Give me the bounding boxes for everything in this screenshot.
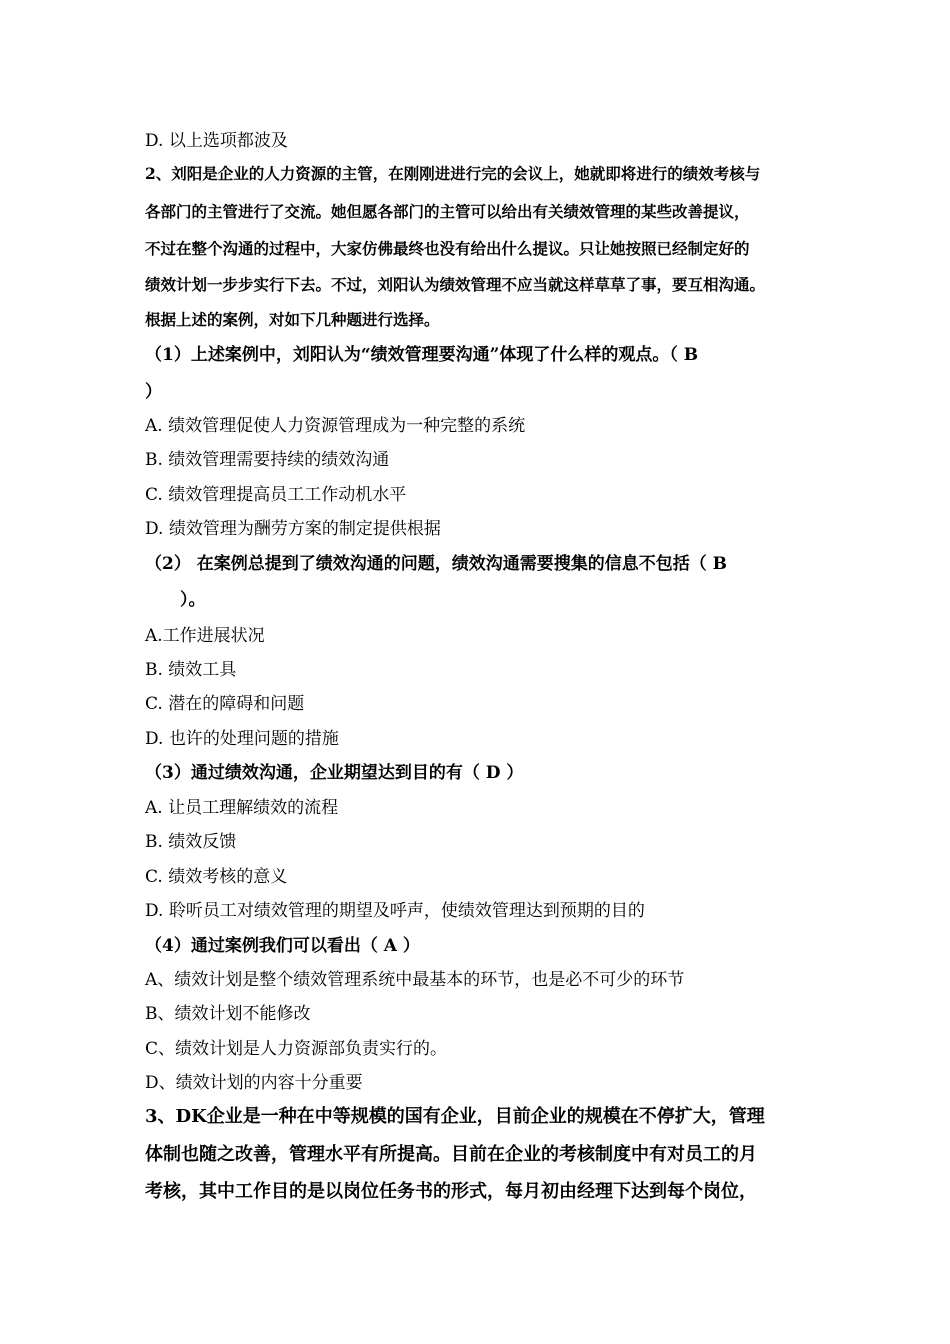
case2-paragraph-line: 绩效计划一步步实行下去。不过，刘阳认为绩效管理不应当就这样草草了事，要互相沟通。 xyxy=(145,275,766,294)
question-4-option-b: B、绩效计划不能修改 xyxy=(145,1004,311,1024)
case2-paragraph-line: 根据上述的案例，对如下几种题进行选择。 xyxy=(145,310,440,329)
question-3-option-d: D. 聆听员工对绩效管理的期望及呼声，使绩效管理达到预期的目的 xyxy=(145,901,645,921)
question-2-option-a: A.工作进展状况 xyxy=(145,626,265,646)
question-2-close: ）。 xyxy=(180,590,206,610)
question-4-option-a: A、绩效计划是整个绩效管理系统中最基本的环节，也是必不可少的环节 xyxy=(145,970,685,990)
case3-paragraph-line: 3、DK企业是一种在中等规模的国有企业，目前企业的规模在不停扩大，管理 xyxy=(145,1106,765,1127)
question-1-option-d: D. 绩效管理为酬劳方案的制定提供根据 xyxy=(145,519,441,539)
question-2-option-b: B. 绩效工具 xyxy=(145,660,237,680)
question-1-close: ） xyxy=(145,382,162,402)
case2-paragraph-line: 各部门的主管进行了交流。她但愿各部门的主管可以给出有关绩效管理的某些改善提议， xyxy=(145,202,750,221)
case2-paragraph-line: 2、刘阳是企业的人力资源的主管，在刚刚进进行完的会议上，她就即将进行的绩效考核与 xyxy=(145,164,761,183)
question-3-option-b: B. 绩效反馈 xyxy=(145,832,237,852)
question-2-option-d: D. 也许的处理问题的措施 xyxy=(145,729,339,749)
question-3-option-a: A. 让员工理解绩效的流程 xyxy=(145,798,339,818)
question-1-option-b: B. 绩效管理需要持续的绩效沟通 xyxy=(145,450,390,470)
question-3: （3）通过绩效沟通，企业期望达到目的有（ D ） xyxy=(145,763,524,783)
question-2: （2） 在案例总提到了绩效沟通的问题，绩效沟通需要搜集的信息不包括（ B xyxy=(145,554,728,574)
question-4-option-c: C、绩效计划是人力资源部负责实行的。 xyxy=(145,1039,448,1059)
question-1-option-a: A. 绩效管理促使人力资源管理成为一种完整的系统 xyxy=(145,416,526,436)
case3-paragraph-line: 体制也随之改善，管理水平有所提高。目前在企业的考核制度中有对员工的月 xyxy=(145,1144,757,1165)
question-1-option-c: C. 绩效管理提高员工工作动机水平 xyxy=(145,485,407,505)
question-3-option-c: C. 绩效考核的意义 xyxy=(145,867,288,887)
case3-paragraph-line: 考核，其中工作目的是以岗位任务书的形式，每月初由经理下达到每个岗位， xyxy=(145,1181,757,1202)
option-d-previous: D. 以上选项都波及 xyxy=(145,131,288,151)
question-4: （4）通过案例我们可以看出（ A ） xyxy=(145,936,420,956)
question-4-option-d: D、绩效计划的内容十分重要 xyxy=(145,1073,363,1093)
case2-paragraph-line: 不过在整个沟通的过程中，大家仿佛最终也没有给出什么提议。只让她按照已经制定好的 xyxy=(145,239,750,258)
question-1: （1）上述案例中，刘阳认为“绩效管理要沟通”体现了什么样的观点。（ B xyxy=(145,345,699,365)
question-2-option-c: C. 潜在的障碍和问题 xyxy=(145,694,305,714)
